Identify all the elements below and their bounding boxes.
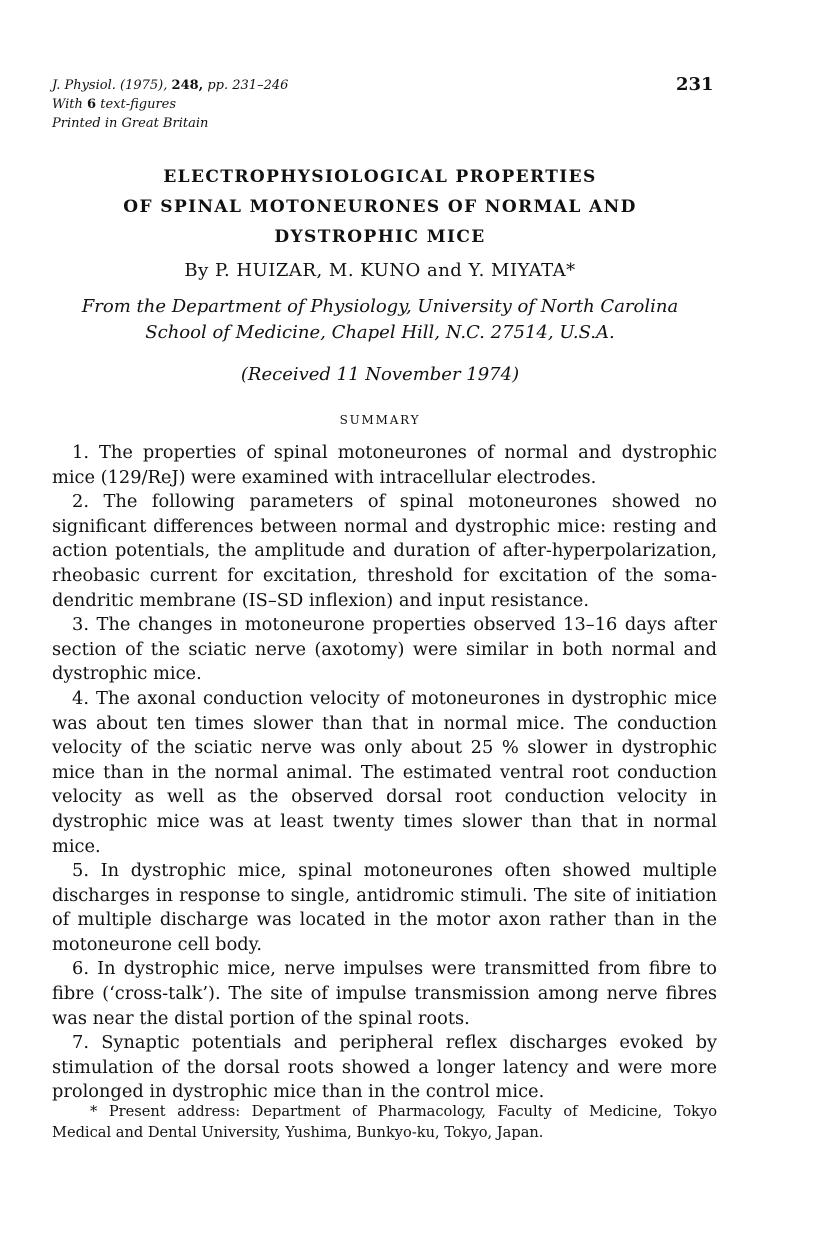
summary-paragraph: 7. Synaptic potentials and peripheral reflex discharges evoked by stimulation of the dorsal roots showed a longer latency and were more prolonged in dystrophic mice than in the control mice. [52, 1032, 717, 1103]
summary-paragraph: 3. The changes in motoneurone properties observed 13–16 days after section of the sciatic nerve (axotomy) were similar in both normal and dystrophic mice. [52, 614, 717, 685]
affiliation-line-1: From the Department of Physiology, University of North Carolina [81, 296, 679, 317]
summary-heading: SUMMARY [339, 413, 421, 427]
author-line: By P. HUIZAR, M. KUNO and Y. MIYATA* [184, 260, 576, 281]
summary-paragraph: 5. In dystrophic mice, spinal motoneurones often showed multiple discharges in response to single, antidromic stimuli. The site of initiation of multiple discharge was located in the motor axon rather than in the motoneurone cell body. [52, 860, 717, 955]
affiliation [60, 294, 700, 346]
affiliation-line-2: School of Medicine, Chapel Hill, N.C. 27514, U.S.A. [145, 322, 615, 343]
summary-paragraph: 4. The axonal conduction velocity of motoneurones in dystrophic mice was about ten times slower than that in normal mice. The conduction velocity of the sciatic nerve was only about 25 % slower in dystrophic mice than in the normal animal. The estimated ventral root conduction velocity as well as the observed dorsal root conduction velocity in dystrophic mice was at least twenty times slower than that in normal mice. [52, 687, 717, 857]
title-line-2: OF SPINAL MOTONEURONES OF NORMAL AND [123, 197, 637, 217]
figures-prefix: With [52, 97, 83, 112]
title-line-3: DYSTROPHIC MICE [274, 227, 486, 247]
footnote: * Present address: Department of Pharmacology, Faculty of Medicine, Tokyo Medical and Dental University, Yushima, Bunkyo-ku, Tokyo, Japan. [52, 1103, 717, 1141]
figures-suffix: text-figures [100, 97, 177, 112]
title-line-1: ELECTROPHYSIOLOGICAL PROPERTIES [163, 167, 597, 187]
journal-volume: 248, [171, 78, 204, 93]
summary-paragraph: 2. The following parameters of spinal motoneurones showed no significant differences between normal and dystrophic mice: resting and action potentials, the amplitude and duration of after-hyperpolarization, rheobasic current for excitation, threshold for excitation of the soma-dendritic membrane (IS–SD inflexion) and input resistance. [52, 491, 717, 611]
figures-line [52, 95, 288, 114]
article-title [80, 162, 680, 252]
summary-body [52, 441, 717, 1105]
figures-count: 6 [87, 97, 97, 112]
summary-paragraph: 1. The properties of spinal motoneurones of normal and dystrophic mice (129/ReJ) were examined with intracellular electrodes. [52, 442, 717, 488]
journal-pages: pp. 231–246 [207, 78, 289, 93]
journal-name: J. Physiol. [52, 78, 116, 93]
page-number: 231 [676, 74, 714, 95]
journal-year: (1975), [120, 78, 168, 93]
summary-paragraph: 6. In dystrophic mice, nerve impulses were transmitted from fibre to fibre (‘cross-talk’). The site of impulse transmission among nerve fibres was near the distal portion of the spinal roots. [52, 958, 717, 1029]
printed-line: Printed in Great Britain [52, 116, 209, 131]
running-header [52, 76, 288, 133]
received-date: (Received 11 November 1974) [240, 364, 520, 385]
citation-line [52, 76, 288, 95]
